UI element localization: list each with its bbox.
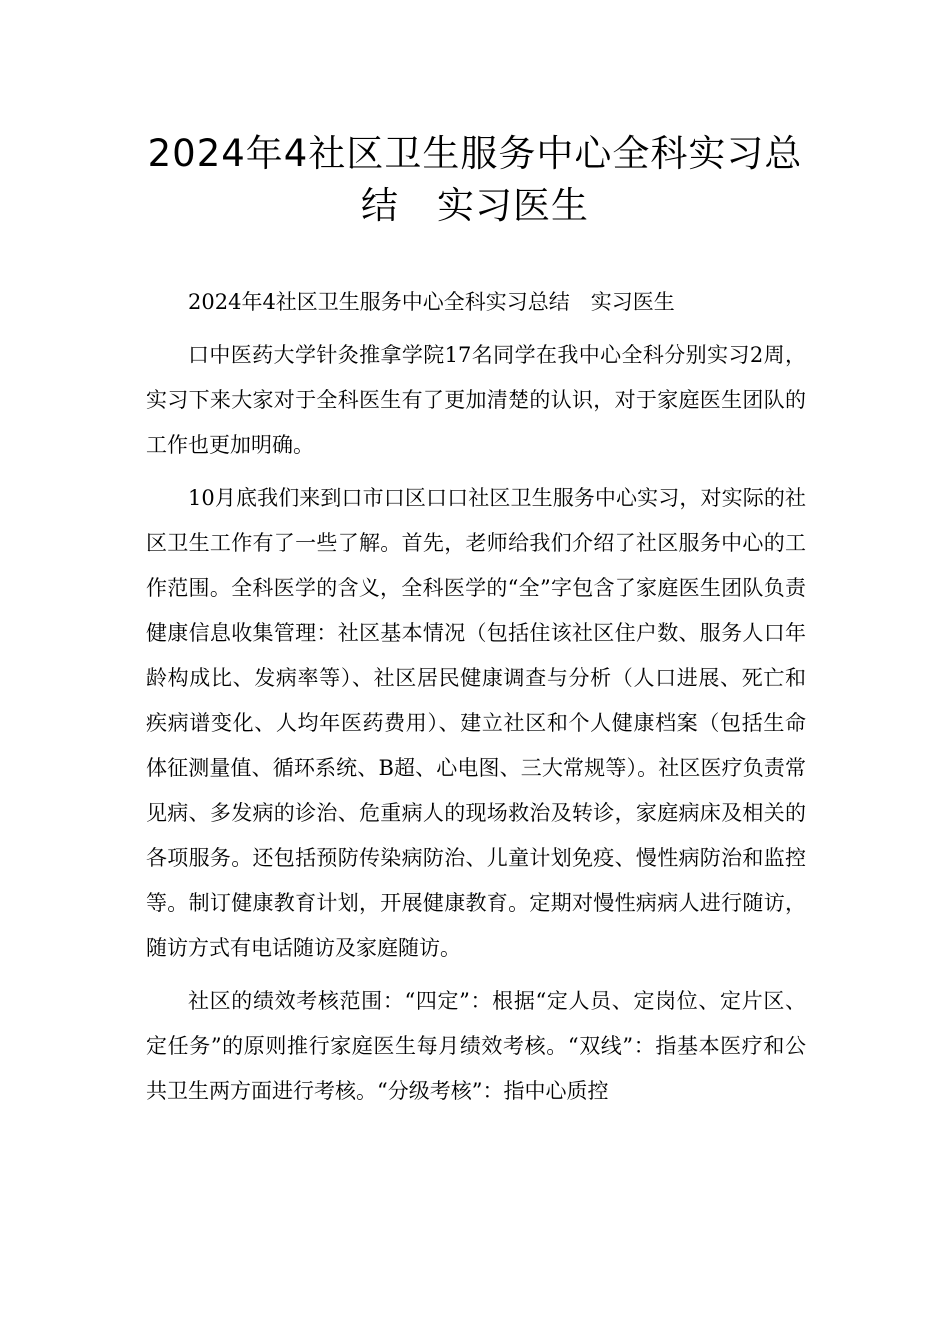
paragraph-performance-assessment: 社区的绩效考核范围：“四定”：根据“定人员、定岗位、定片区、定任务”的原则推行家庭医生每月绩效考核。“双线”：指基本医疗和公共卫生两方面进行考核。“分级考核”：指中心质控: [146, 989, 806, 1103]
document-body: [146, 280, 806, 1114]
document-title-line-1: 2024年4社区卫生服务中心全科实习总: [147, 132, 803, 175]
paragraph-community-work: 10月底我们来到口市口区口口社区卫生服务中心实习，对实际的社区卫生工作有了一些了解。首先，老师给我们介绍了社区服务中心的工作范围。全科医学的含义，全科医学的“全”字包含了家庭医生团队负责健康信息收集管理：社区基本情况（包括住该社区住户数、服务人口年龄构成比、发病率等）、社区居民健康调查与分析（人口进展、死亡和疾病谱变化、人均年医药费用）、建立社区和个人健康档案（包括生命体征测量值、循环系统、B超、心电图、三大常规等）。社区医疗负责常见病、多发病的诊治、危重病人的现场救治及转诊，家庭病床及相关的各项服务。还包括预防传染病防治、儿童计划免疫、慢性病防治和监控等。制订健康教育计划，开展健康教育。定期对慢性病病人进行随访，随访方式有电话随访及家庭随访。: [146, 486, 806, 960]
paragraph-intro: 口中医药大学针灸推拿学院17名同学在我中心全科分别实习2周，实习下来大家对于全科医生有了更加清楚的认识，对于家庭医生团队的工作也更加明确。: [146, 343, 806, 457]
paragraph-subtitle: 2024年4社区卫生服务中心全科实习总结 实习医生: [188, 290, 675, 314]
document-title-line-2: 结 实习医生: [361, 184, 589, 227]
